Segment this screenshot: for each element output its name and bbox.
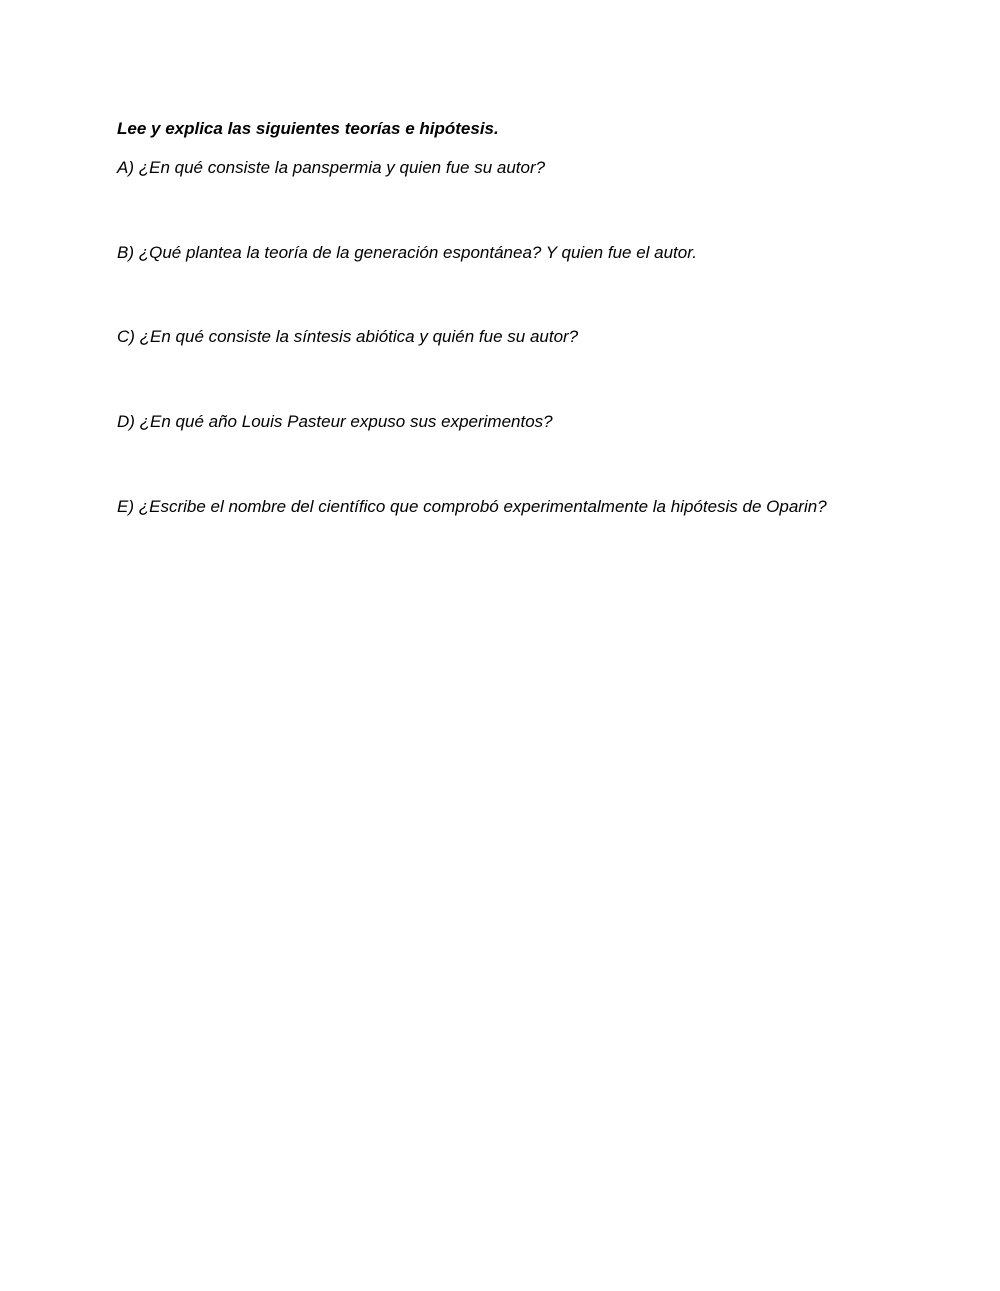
- document-title: Lee y explica las siguientes teorías e hipótesis.: [117, 119, 499, 138]
- question-b: B) ¿Qué plantea la teoría de la generación espontánea? Y quien fue el autor.: [117, 243, 697, 262]
- question-e: E) ¿Escribe el nombre del científico que comprobó experimentalmente la hipótesis de Oparin?: [117, 497, 827, 516]
- question-a: A) ¿En qué consiste la panspermia y quien fue su autor?: [117, 158, 546, 177]
- question-d: D) ¿En qué año Louis Pasteur expuso sus experimentos?: [117, 412, 553, 431]
- question-c: C) ¿En qué consiste la síntesis abiótica y quién fue su autor?: [117, 327, 579, 346]
